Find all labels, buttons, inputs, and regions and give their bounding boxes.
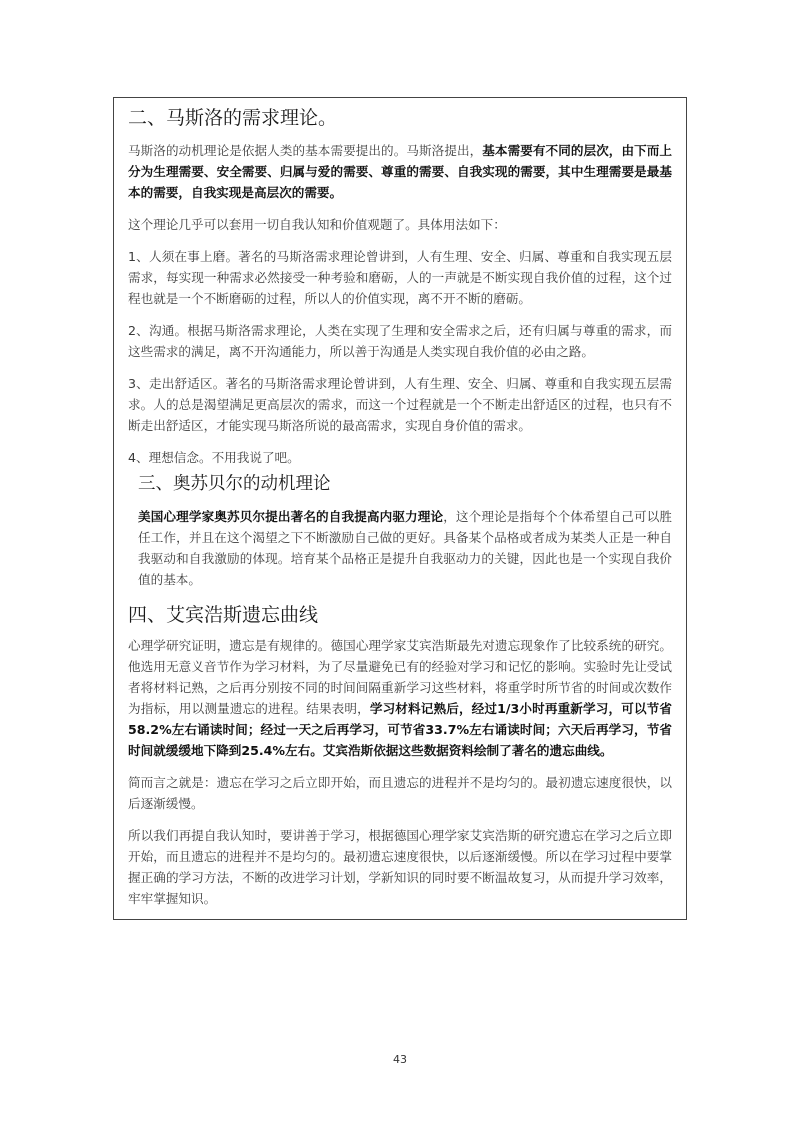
section2-intro xyxy=(128,140,672,203)
section4-paragraph-2: 简而言之就是：遗忘在学习之后立即开始，而且遗忘的进程并不是均匀的。最初遗忘速度很快，以后逐渐缓慢。 xyxy=(128,775,672,811)
content-frame xyxy=(113,97,687,920)
section2-item-1: 1、人须在事上磨。著名的马斯洛需求理论曾讲到，人有生理、安全、归属、尊重和自我实现五层需求，每实现一种需求必然接受一种考验和磨砺，人的一声就是不断实现自我价值的过程，这个过程也就是一个不断磨砺的过程，所以人的价值实现，离不开不断的磨砺。 xyxy=(128,249,672,306)
section2-heading: 二、马斯洛的需求理论。 xyxy=(128,107,338,129)
bold-text: 基本需要有不同的层次，由下而上分为生理需要、安全需要、归属与爱的需要、尊重的需要、自我实现的需要，其中生理需要是最基本的需要，自我实现是高层次的需要。 xyxy=(128,143,673,200)
section4-heading: 四、艾宾浩斯遗忘曲线 xyxy=(128,604,319,626)
section4-paragraph-1 xyxy=(128,635,672,761)
text-run: ，这个理论是指每个个体希望自己可以胜任工作，并且在这个渴望之下不断激励自己做的更好。具备某个品格或者成为某类人正是一种自我驱动和自我激励的体现。培育某个品格正是提升自我驱动力的关键，因此也是一个实现自我价值的基本。 xyxy=(138,509,673,587)
text-run: 心理学研究证明，遗忘是有规律的。德国心理学家艾宾浩斯最先对遗忘现象作了比较系统的研究。他选用无意义音节作为学习材料，为了尽量避免已有的经验对学习和记忆的影响。实验时先让受试者将材料记熟，之后再分别按不同的时间间隔重新学习这些材料，将重学时所节省的时间或次数作为指标，用以测量遗忘的进程。结果表明， xyxy=(128,638,672,716)
section2-item-2: 2、沟通。根据马斯洛需求理论，人类在实现了生理和安全需求之后，还有归属与尊重的需求，而这些需求的满足，离不开沟通能力，所以善于沟通是人类实现自我价值的必由之路。 xyxy=(128,323,672,359)
section2-item-4: 4、理想信念。不用我说了吧。 xyxy=(128,450,300,465)
section2-lead: 这个理论几乎可以套用一切自我认知和价值观题了。具体用法如下： xyxy=(128,217,506,232)
section4-paragraph-3: 所以我们再提自我认知时，要讲善于学习，根据德国心理学家艾宾浩斯的研究遗忘在学习之后立即开始，而且遗忘的进程并不是均匀的。最初遗忘速度很快，以后逐渐缓慢。所以在学习过程中要掌握正确的学习方法，不断的改进学习计划，学新知识的同时要不断温故复习，从而提升学习效率，牢牢掌握知识。 xyxy=(128,828,672,906)
section2-item-3: 3、走出舒适区。著名的马斯洛需求理论曾讲到，人有生理、安全、归属、尊重和自我实现五层需求。人的总是渴望满足更高层次的需求，而这一个过程就是一个不断走出舒适区的过程，也只有不断走出舒适区，才能实现马斯洛所说的最高需求，实现自身价值的需求。 xyxy=(128,376,672,433)
page-number: 43 xyxy=(393,1053,407,1066)
bold-text: 学习材料记熟后，经过1/3小时再重新学习，可以节省58.2%左右诵读时间；经过一天之后再学习，可节省33.7%左右诵读时间；六天后再学习，节省时间就缓缓地下降到25.4%左右。艾宾浩斯依据这些数据资料绘制了著名的遗忘曲线。 xyxy=(128,701,672,758)
section3-body xyxy=(128,506,672,590)
bold-text: 美国心理学家奥苏贝尔提出著名的自我提高内驱力理论 xyxy=(138,509,444,524)
section3-heading: 三、奥苏贝尔的动机理论 xyxy=(138,474,331,494)
text-run: 马斯洛的动机理论是依据人类的基本需要提出的。马斯洛提出， xyxy=(128,143,483,158)
